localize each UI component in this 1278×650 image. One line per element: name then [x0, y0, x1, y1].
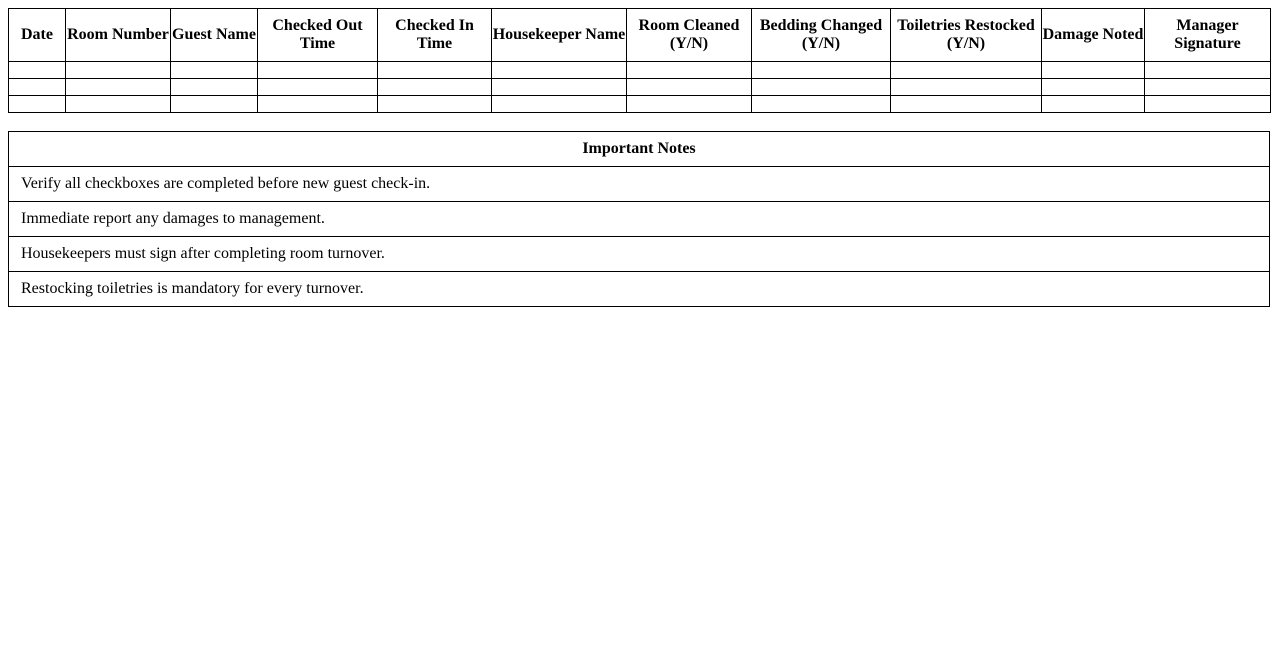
table-cell[interactable] — [627, 62, 752, 79]
table-cell[interactable] — [258, 96, 378, 113]
table-cell[interactable] — [66, 62, 171, 79]
table-cell[interactable] — [171, 79, 258, 96]
table-cell[interactable] — [1145, 62, 1271, 79]
column-header: Room Number — [66, 9, 171, 62]
table-cell[interactable] — [1145, 79, 1271, 96]
table-cell[interactable] — [378, 62, 492, 79]
column-header: Checked Out Time — [258, 9, 378, 62]
table-cell[interactable] — [171, 62, 258, 79]
table-cell[interactable] — [9, 96, 66, 113]
table-row — [9, 62, 1271, 79]
table-cell[interactable] — [1042, 96, 1145, 113]
table-cell[interactable] — [492, 79, 627, 96]
table-cell[interactable] — [258, 62, 378, 79]
table-cell[interactable] — [66, 96, 171, 113]
table-cell[interactable] — [752, 62, 891, 79]
column-header: Guest Name — [171, 9, 258, 62]
table-cell[interactable] — [492, 62, 627, 79]
table-cell[interactable] — [752, 79, 891, 96]
table-cell[interactable] — [627, 96, 752, 113]
table-row — [9, 79, 1271, 96]
column-header: Damage Noted — [1042, 9, 1145, 62]
table-cell[interactable] — [9, 79, 66, 96]
table-cell[interactable] — [752, 96, 891, 113]
table-header-row — [9, 9, 1271, 62]
column-header: Bedding Changed (Y/N) — [752, 9, 891, 62]
table-cell[interactable] — [891, 79, 1042, 96]
column-header: Room Cleaned (Y/N) — [627, 9, 752, 62]
important-notes-table — [8, 131, 1270, 307]
column-header: Date — [9, 9, 66, 62]
table-row — [9, 96, 1271, 113]
table-cell[interactable] — [1042, 79, 1145, 96]
column-header: Manager Signature — [1145, 9, 1271, 62]
table-cell[interactable] — [1145, 96, 1271, 113]
table-cell[interactable] — [258, 79, 378, 96]
note-item: Verify all checkboxes are completed before new guest check-in. — [9, 167, 1270, 202]
column-header: Checked In Time — [378, 9, 492, 62]
column-header: Housekeeper Name — [492, 9, 627, 62]
notes-title: Important Notes — [9, 132, 1270, 167]
table-cell[interactable] — [378, 79, 492, 96]
table-cell[interactable] — [492, 96, 627, 113]
table-cell[interactable] — [891, 62, 1042, 79]
note-item: Restocking toiletries is mandatory for every turnover. — [9, 272, 1270, 307]
table-cell[interactable] — [378, 96, 492, 113]
room-turnover-log-table — [8, 8, 1271, 113]
note-item: Immediate report any damages to management. — [9, 202, 1270, 237]
table-cell[interactable] — [627, 79, 752, 96]
table-cell[interactable] — [1042, 62, 1145, 79]
table-cell[interactable] — [891, 96, 1042, 113]
column-header: Toiletries Restocked (Y/N) — [891, 9, 1042, 62]
note-item: Housekeepers must sign after completing room turnover. — [9, 237, 1270, 272]
table-cell[interactable] — [171, 96, 258, 113]
table-cell[interactable] — [66, 79, 171, 96]
table-cell[interactable] — [9, 62, 66, 79]
